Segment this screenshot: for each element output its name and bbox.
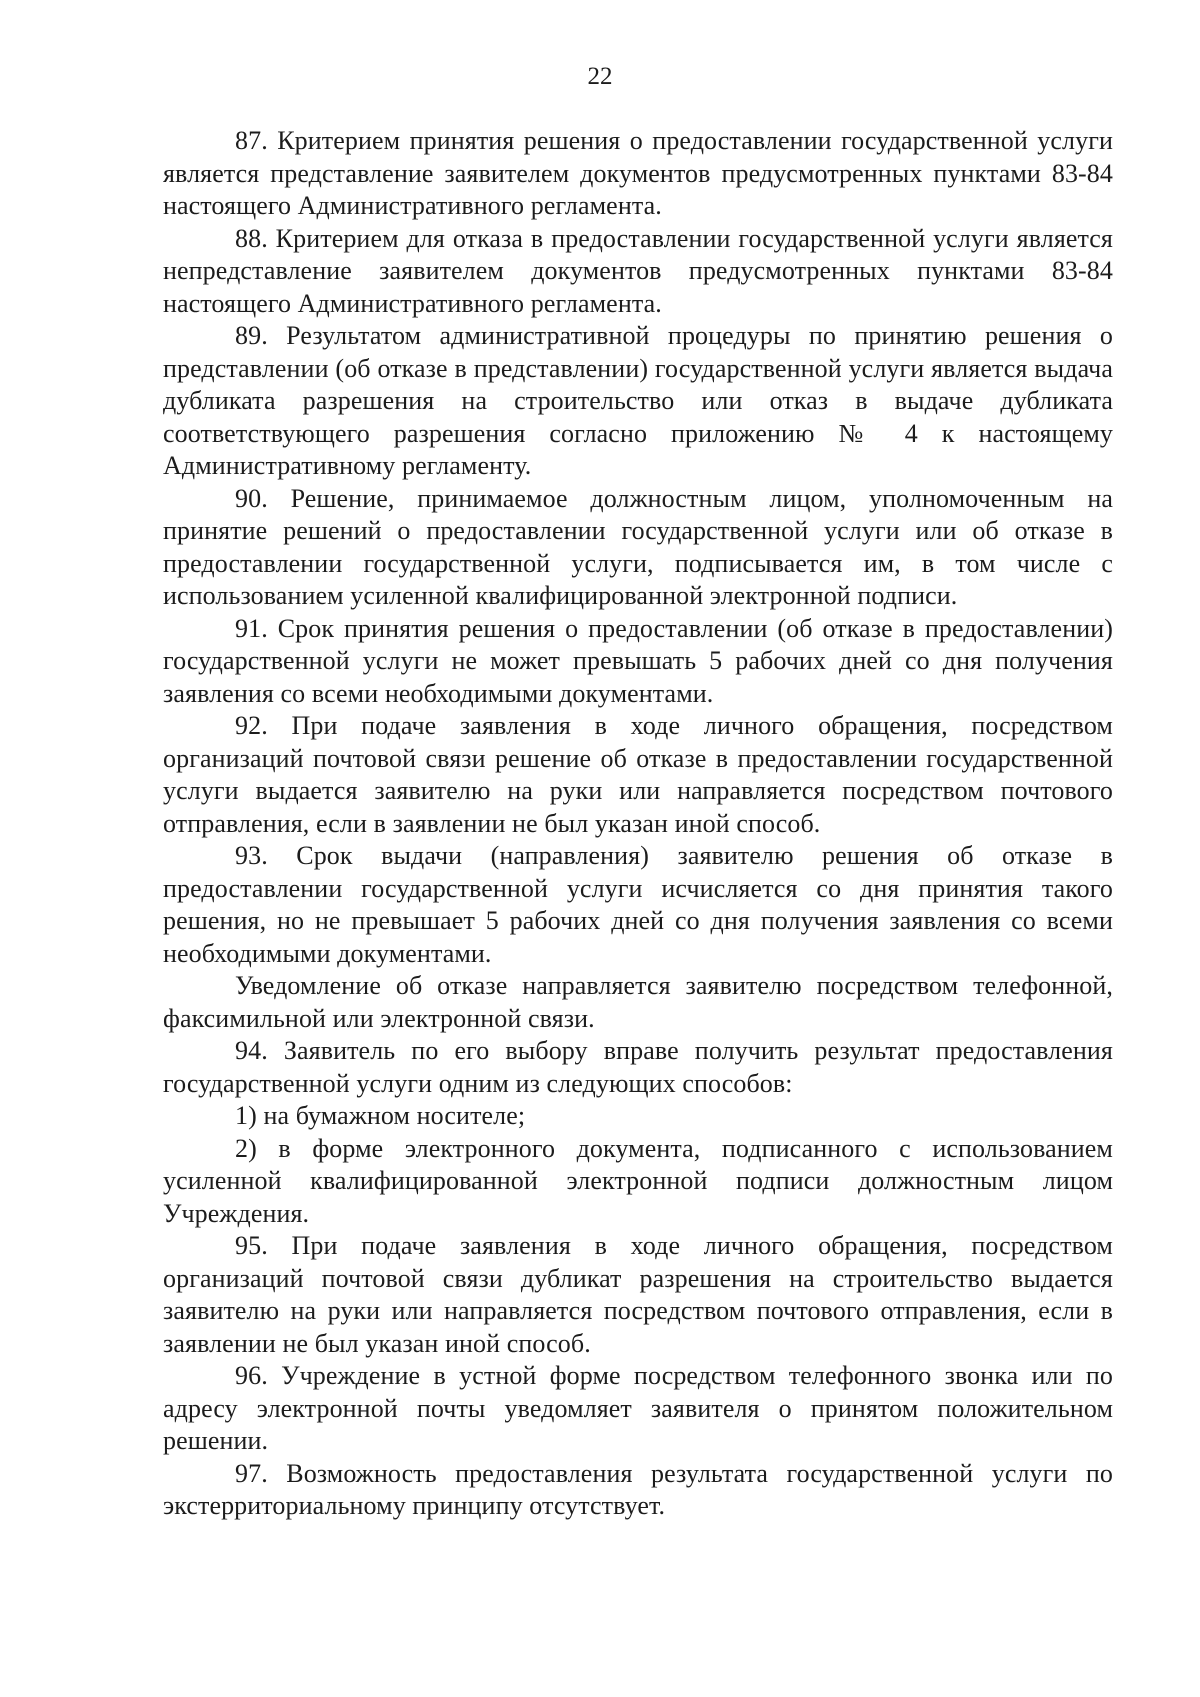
paragraph-87: 87. Критерием принятия решения о предоставлении государственной услуги является представление заявителем документов предусмотренных пунктами 83-84 настоящего Административного регламента. [163, 126, 1113, 220]
paragraph-90: 90. Решение, принимаемое должностным лицом, уполномоченным на принятие решений о предоставлении государственной услуги или об отказе в предоставлении государственной услуги, подписывается им, в том числе с использованием усиленной квалифицированной электронной подписи. [163, 483, 1113, 610]
paragraph-97: 97. Возможность предоставления результата государственной услуги по экстерриториальному принципу отсутствует. [163, 1458, 1113, 1520]
paragraph-91: 91. Срок принятия решения о предоставлении (об отказе в предоставлении) государственной услуги не может превышать 5 рабочих дней со дня получения заявления со всеми необходимыми документами. [163, 613, 1113, 708]
paragraph-92: 92. При подаче заявления в ходе личного обращения, посредством организаций почтовой связи решение об отказе в предоставлении государственной услуги выдается заявителю на руки или направляется посредством почтового отправления, если в заявлении не был указан иной способ. [163, 711, 1113, 838]
paragraph-94-option-1: 1) на бумажном носителе; [235, 1101, 526, 1130]
paragraph-89: 89. Результатом административной процедуры по принятию решения о представлении (об отказе в представлении) государственной услуги является выдача дубликата разрешения на строительство или отказ в выдаче дубликата соответствующего разрешения согласно приложению № 4 к настоящему Административному регламенту. [163, 321, 1113, 480]
paragraph-95: 95. При подаче заявления в ходе личного обращения, посредством организаций почтовой связи дубликат разрешения на строительство выдается заявителю на руки или направляется посредством почтового отправления, если в заявлении не был указан иной способ. [163, 1231, 1113, 1358]
page-number: 22 [587, 63, 613, 90]
paragraph-88: 88. Критерием для отказа в предоставлении государственной услуги является непредставление заявителем документов предусмотренных пунктами 83-84 настоящего Административного регламента. [163, 223, 1113, 318]
paragraph-96: 96. Учреждение в устной форме посредством телефонного звонка или по адресу электронной почты уведомляет заявителя о принятом положительном решении. [163, 1361, 1113, 1455]
paragraph-93-notice: Уведомление об отказе направляется заявителю посредством телефонной, факсимильной или электронной связи. [163, 971, 1113, 1033]
paragraph-94-option-2: 2) в форме электронного документа, подписанного с использованием усиленной квалифицированной электронной подписи должностным лицом Учреждения. [163, 1133, 1113, 1228]
paragraph-93: 93. Срок выдачи (направления) заявителю решения об отказе в предоставлении государственной услуги исчисляется со дня принятия такого решения, но не превышает 5 рабочих дней со дня получения заявления со всеми необходимыми документами. [163, 841, 1113, 968]
paragraph-94: 94. Заявитель по его выбору вправе получить результат предоставления государственной услуги одним из следующих способов: [163, 1036, 1113, 1098]
document-body [163, 125, 1113, 1523]
